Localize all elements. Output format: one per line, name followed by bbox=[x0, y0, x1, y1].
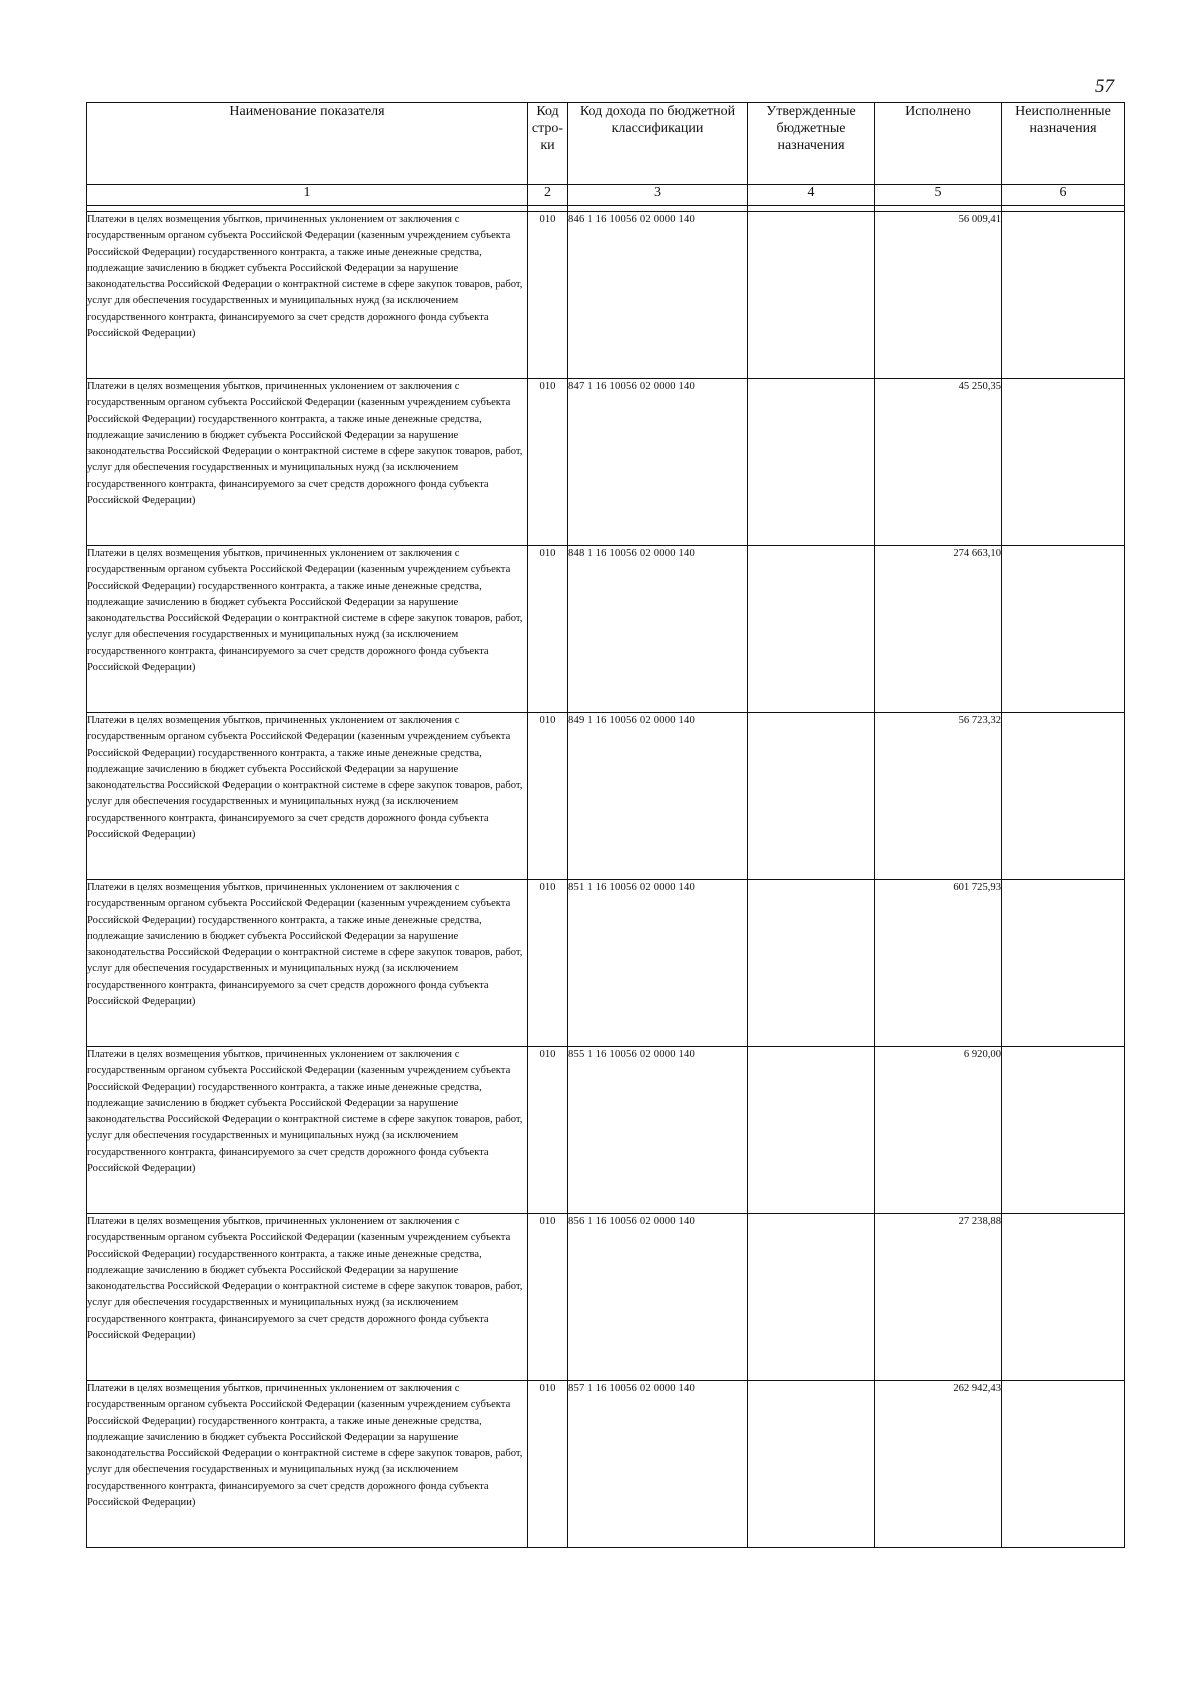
row-unexecuted bbox=[1002, 880, 1125, 1047]
column-number: 5 bbox=[875, 185, 1002, 206]
row-name: Платежи в целях возмещения убытков, причиненных уклонением от заключения с государственным органом субъекта Российской Федерации (казенным учреждением субъекта Российской Федерации) государственного контракта, а также иные денежные средства, подлежащие зачислению в бюджет субъекта Российской Федерации за нарушение законодательства Российской Федерации о контрактной системе в сфере закупок товаров, работ, услуг для обеспечения государственных и муниципальных нужд (за исключением государственного контракта, финансируемого за счет средств дорожного фонда субъекта Российской Федерации) bbox=[87, 1047, 528, 1214]
table-body bbox=[87, 212, 1125, 1548]
column-number: 4 bbox=[748, 185, 875, 206]
row-line-code: 010 bbox=[528, 379, 568, 546]
table-row bbox=[87, 379, 1125, 546]
row-name: Платежи в целях возмещения убытков, причиненных уклонением от заключения с государственным органом субъекта Российской Федерации (казенным учреждением субъекта Российской Федерации) государственного контракта, а также иные денежные средства, подлежащие зачислению в бюджет субъекта Российской Федерации за нарушение законодательства Российской Федерации о контрактной системе в сфере закупок товаров, работ, услуг для обеспечения государственных и муниципальных нужд (за исключением государственного контракта, финансируемого за счет средств дорожного фонда субъекта Российской Федерации) bbox=[87, 379, 528, 546]
row-unexecuted bbox=[1002, 1047, 1125, 1214]
row-income-code: 849 1 16 10056 02 0000 140 bbox=[568, 713, 748, 880]
header-executed: Исполнено bbox=[875, 103, 1002, 185]
row-approved bbox=[748, 1214, 875, 1381]
row-income-code: 847 1 16 10056 02 0000 140 bbox=[568, 379, 748, 546]
table-row bbox=[87, 1381, 1125, 1548]
header-row bbox=[87, 103, 1125, 185]
column-number: 1 bbox=[87, 185, 528, 206]
row-income-code: 857 1 16 10056 02 0000 140 bbox=[568, 1381, 748, 1548]
row-unexecuted bbox=[1002, 713, 1125, 880]
row-name: Платежи в целях возмещения убытков, причиненных уклонением от заключения с государственным органом субъекта Российской Федерации (казенным учреждением субъекта Российской Федерации) государственного контракта, а также иные денежные средства, подлежащие зачислению в бюджет субъекта Российской Федерации за нарушение законодательства Российской Федерации о контрактной системе в сфере закупок товаров, работ, услуг для обеспечения государственных и муниципальных нужд (за исключением государственного контракта, финансируемого за счет средств дорожного фонда субъекта Российской Федерации) bbox=[87, 713, 528, 880]
row-unexecuted bbox=[1002, 1381, 1125, 1548]
row-unexecuted bbox=[1002, 212, 1125, 379]
row-unexecuted bbox=[1002, 546, 1125, 713]
row-approved bbox=[748, 379, 875, 546]
row-line-code: 010 bbox=[528, 1214, 568, 1381]
row-unexecuted bbox=[1002, 379, 1125, 546]
row-name: Платежи в целях возмещения убытков, причиненных уклонением от заключения с государственным органом субъекта Российской Федерации (казенным учреждением субъекта Российской Федерации) государственного контракта, а также иные денежные средства, подлежащие зачислению в бюджет субъекта Российской Федерации за нарушение законодательства Российской Федерации о контрактной системе в сфере закупок товаров, работ, услуг для обеспечения государственных и муниципальных нужд (за исключением государственного контракта, финансируемого за счет средств дорожного фонда субъекта Российской Федерации) bbox=[87, 880, 528, 1047]
table-row bbox=[87, 880, 1125, 1047]
table-row bbox=[87, 713, 1125, 880]
row-approved bbox=[748, 1047, 875, 1214]
row-approved bbox=[748, 713, 875, 880]
header-unexecuted: Неисполненные назначения bbox=[1002, 103, 1125, 185]
row-line-code: 010 bbox=[528, 1381, 568, 1548]
row-income-code: 846 1 16 10056 02 0000 140 bbox=[568, 212, 748, 379]
row-approved bbox=[748, 546, 875, 713]
column-number: 3 bbox=[568, 185, 748, 206]
row-executed: 56 723,32 bbox=[875, 713, 1002, 880]
table-row bbox=[87, 546, 1125, 713]
row-income-code: 848 1 16 10056 02 0000 140 bbox=[568, 546, 748, 713]
row-executed: 274 663,10 bbox=[875, 546, 1002, 713]
row-line-code: 010 bbox=[528, 713, 568, 880]
row-executed: 45 250,35 bbox=[875, 379, 1002, 546]
row-approved bbox=[748, 212, 875, 379]
row-executed: 27 238,88 bbox=[875, 1214, 1002, 1381]
header-name: Наименование показателя bbox=[87, 103, 528, 185]
header-income-code: Код дохода по бюджетной классификации bbox=[568, 103, 748, 185]
column-number-row bbox=[87, 185, 1125, 206]
column-number: 6 bbox=[1002, 185, 1125, 206]
row-executed: 601 725,93 bbox=[875, 880, 1002, 1047]
header-line-code: Код стро- ки bbox=[528, 103, 568, 185]
page-number: 57 bbox=[1095, 76, 1114, 97]
row-name: Платежи в целях возмещения убытков, причиненных уклонением от заключения с государственным органом субъекта Российской Федерации (казенным учреждением субъекта Российской Федерации) государственного контракта, а также иные денежные средства, подлежащие зачислению в бюджет субъекта Российской Федерации за нарушение законодательства Российской Федерации о контрактной системе в сфере закупок товаров, работ, услуг для обеспечения государственных и муниципальных нужд (за исключением государственного контракта, финансируемого за счет средств дорожного фонда субъекта Российской Федерации) bbox=[87, 1381, 528, 1548]
income-table bbox=[86, 102, 1125, 1548]
header-approved: Утвержденные бюджетные назначения bbox=[748, 103, 875, 185]
row-approved bbox=[748, 880, 875, 1047]
column-number: 2 bbox=[528, 185, 568, 206]
row-executed: 262 942,43 bbox=[875, 1381, 1002, 1548]
row-income-code: 851 1 16 10056 02 0000 140 bbox=[568, 880, 748, 1047]
row-approved bbox=[748, 1381, 875, 1548]
row-income-code: 856 1 16 10056 02 0000 140 bbox=[568, 1214, 748, 1381]
row-line-code: 010 bbox=[528, 212, 568, 379]
row-line-code: 010 bbox=[528, 546, 568, 713]
row-executed: 56 009,41 bbox=[875, 212, 1002, 379]
row-name: Платежи в целях возмещения убытков, причиненных уклонением от заключения с государственным органом субъекта Российской Федерации (казенным учреждением субъекта Российской Федерации) государственного контракта, а также иные денежные средства, подлежащие зачислению в бюджет субъекта Российской Федерации за нарушение законодательства Российской Федерации о контрактной системе в сфере закупок товаров, работ, услуг для обеспечения государственных и муниципальных нужд (за исключением государственного контракта, финансируемого за счет средств дорожного фонда субъекта Российской Федерации) bbox=[87, 212, 528, 379]
row-executed: 6 920,00 bbox=[875, 1047, 1002, 1214]
row-line-code: 010 bbox=[528, 1047, 568, 1214]
row-name: Платежи в целях возмещения убытков, причиненных уклонением от заключения с государственным органом субъекта Российской Федерации (казенным учреждением субъекта Российской Федерации) государственного контракта, а также иные денежные средства, подлежащие зачислению в бюджет субъекта Российской Федерации за нарушение законодательства Российской Федерации о контрактной системе в сфере закупок товаров, работ, услуг для обеспечения государственных и муниципальных нужд (за исключением государственного контракта, финансируемого за счет средств дорожного фонда субъекта Российской Федерации) bbox=[87, 1214, 528, 1381]
table-row bbox=[87, 1214, 1125, 1381]
row-name: Платежи в целях возмещения убытков, причиненных уклонением от заключения с государственным органом субъекта Российской Федерации (казенным учреждением субъекта Российской Федерации) государственного контракта, а также иные денежные средства, подлежащие зачислению в бюджет субъекта Российской Федерации за нарушение законодательства Российской Федерации о контрактной системе в сфере закупок товаров, работ, услуг для обеспечения государственных и муниципальных нужд (за исключением государственного контракта, финансируемого за счет средств дорожного фонда субъекта Российской Федерации) bbox=[87, 546, 528, 713]
table-row bbox=[87, 212, 1125, 379]
row-line-code: 010 bbox=[528, 880, 568, 1047]
row-unexecuted bbox=[1002, 1214, 1125, 1381]
row-income-code: 855 1 16 10056 02 0000 140 bbox=[568, 1047, 748, 1214]
table-row bbox=[87, 1047, 1125, 1214]
